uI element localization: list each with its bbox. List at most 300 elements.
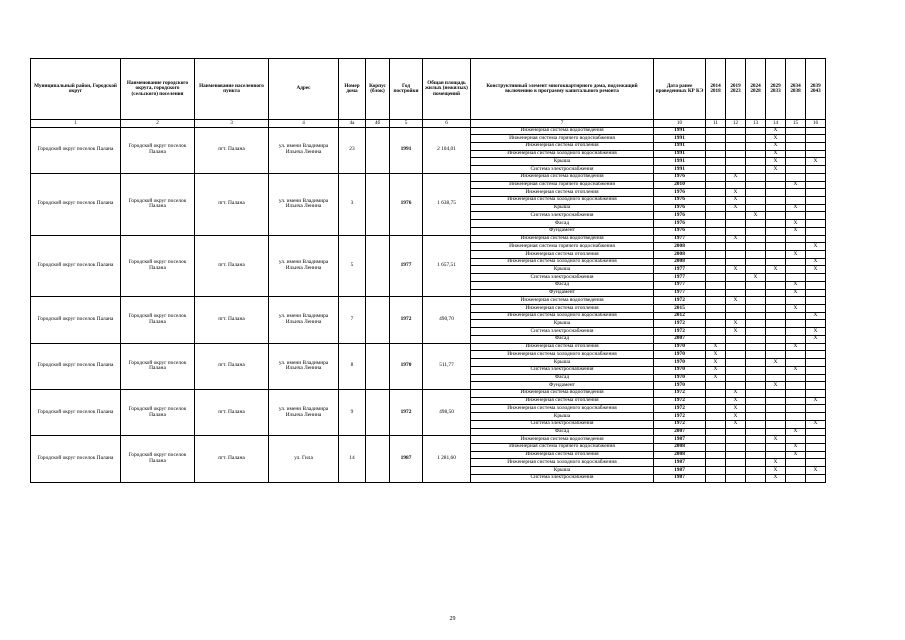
period-mark-cell bbox=[706, 266, 726, 274]
element-date-cell: 1970 bbox=[654, 374, 706, 382]
period-mark-cell bbox=[806, 212, 826, 220]
block-cell bbox=[366, 173, 390, 235]
street-cell: ул. имени Владимира Ильича Ленина bbox=[269, 127, 339, 173]
period-mark-cell: X bbox=[806, 335, 826, 343]
period-mark-cell: X bbox=[726, 266, 746, 274]
element-name-cell: Крыша bbox=[471, 359, 654, 367]
element-date-cell: 1977 bbox=[654, 235, 706, 243]
period-mark-cell: X bbox=[806, 258, 826, 266]
period-mark-cell bbox=[786, 266, 806, 274]
period-mark-cell bbox=[786, 474, 806, 482]
table-row bbox=[31, 127, 826, 135]
period-mark-cell: X bbox=[766, 166, 786, 174]
period-mark-cell bbox=[706, 142, 726, 150]
period-mark-cell bbox=[786, 297, 806, 305]
element-name-cell: Инженерная система водоотведения bbox=[471, 235, 654, 243]
period-mark-cell bbox=[786, 397, 806, 405]
period-mark-cell: X bbox=[766, 150, 786, 158]
period-mark-cell bbox=[706, 258, 726, 266]
block-cell bbox=[366, 343, 390, 389]
period-mark-cell bbox=[746, 451, 766, 459]
element-name-cell: Система электроснабжения bbox=[471, 274, 654, 282]
period-mark-cell bbox=[706, 297, 726, 305]
period-mark-cell bbox=[746, 150, 766, 158]
period-mark-cell: X bbox=[766, 266, 786, 274]
period-mark-cell bbox=[706, 436, 726, 444]
period-mark-cell bbox=[726, 443, 746, 451]
period-mark-cell bbox=[706, 413, 726, 421]
element-name-cell: Инженерная система водоотведения bbox=[471, 173, 654, 181]
element-date-cell: 2015 bbox=[654, 305, 706, 313]
element-name-cell: Инженерная система холодного водоснабжения bbox=[471, 258, 654, 266]
column-index: 7 bbox=[471, 120, 654, 128]
period-mark-cell bbox=[806, 189, 826, 197]
period-mark-cell bbox=[806, 227, 826, 235]
period-mark-cell bbox=[806, 320, 826, 328]
period-mark-cell bbox=[746, 397, 766, 405]
period-mark-cell bbox=[726, 227, 746, 235]
locality-cell: пгт. Палана bbox=[195, 436, 269, 482]
period-mark-cell bbox=[746, 420, 766, 428]
element-name-cell: Крыша bbox=[471, 467, 654, 475]
period-mark-cell bbox=[786, 382, 806, 390]
period-mark-cell bbox=[706, 428, 726, 436]
element-name-cell: Инженерная система холодного водоснабжения bbox=[471, 196, 654, 204]
period-mark-cell bbox=[806, 235, 826, 243]
period-mark-cell bbox=[746, 127, 766, 135]
element-name-cell: Фасад bbox=[471, 428, 654, 436]
period-mark-cell bbox=[726, 243, 746, 251]
street-cell: ул. имени Владимира Ильича Ленина bbox=[269, 173, 339, 235]
period-mark-cell: X bbox=[706, 366, 726, 374]
period-mark-cell bbox=[746, 142, 766, 150]
period-mark-cell bbox=[746, 181, 766, 189]
period-mark-cell bbox=[706, 312, 726, 320]
block-cell bbox=[366, 389, 390, 435]
period-mark-cell bbox=[726, 127, 746, 135]
period-mark-cell bbox=[706, 204, 726, 212]
element-date-cell: 1970 bbox=[654, 359, 706, 367]
period-mark-cell bbox=[706, 328, 726, 336]
street-cell: ул. имени Владимира Ильича Ленина bbox=[269, 297, 339, 343]
period-mark-cell: X bbox=[806, 158, 826, 166]
element-date-cell: 1991 bbox=[654, 150, 706, 158]
element-name-cell: Фасад bbox=[471, 281, 654, 289]
period-mark-cell: X bbox=[706, 343, 726, 351]
element-name-cell: Инженерная система горячего водоснабжения bbox=[471, 181, 654, 189]
period-mark-cell bbox=[786, 189, 806, 197]
period-mark-cell bbox=[726, 158, 746, 166]
period-mark-cell bbox=[706, 243, 726, 251]
element-date-cell: 2008 bbox=[654, 443, 706, 451]
period-mark-cell bbox=[746, 204, 766, 212]
period-mark-cell bbox=[806, 281, 826, 289]
element-date-cell: 1972 bbox=[654, 397, 706, 405]
period-mark-cell: X bbox=[766, 459, 786, 467]
period-mark-cell bbox=[766, 212, 786, 220]
period-mark-cell bbox=[706, 235, 726, 243]
table-row bbox=[31, 436, 826, 444]
element-date-cell: 1970 bbox=[654, 351, 706, 359]
period-mark-cell: X bbox=[766, 142, 786, 150]
period-mark-cell bbox=[746, 343, 766, 351]
element-name-cell: Фундамент bbox=[471, 289, 654, 297]
period-mark-cell bbox=[806, 142, 826, 150]
column-index: 6 bbox=[423, 120, 471, 128]
locality-cell: пгт. Палана bbox=[195, 235, 269, 297]
period-mark-cell bbox=[726, 212, 746, 220]
period-mark-cell bbox=[766, 451, 786, 459]
period-mark-cell: X bbox=[726, 397, 746, 405]
period-mark-cell bbox=[806, 181, 826, 189]
element-date-cell: 1976 bbox=[654, 227, 706, 235]
period-mark-cell bbox=[746, 413, 766, 421]
period-mark-cell bbox=[746, 158, 766, 166]
element-date-cell: 1976 bbox=[654, 212, 706, 220]
period-mark-cell bbox=[706, 459, 726, 467]
period-mark-cell bbox=[746, 366, 766, 374]
settlement-cell: Городской округ поселок Палана bbox=[121, 235, 195, 297]
block-cell bbox=[366, 235, 390, 297]
period-mark-cell bbox=[726, 150, 746, 158]
district-cell: Городской округ поселок Палана bbox=[31, 235, 121, 297]
element-date-cell: 2010 bbox=[654, 181, 706, 189]
street-cell: ул. имени Владимира Ильича Ленина bbox=[269, 389, 339, 435]
period-mark-cell bbox=[706, 289, 726, 297]
period-mark-cell bbox=[806, 443, 826, 451]
period-mark-cell: X bbox=[726, 420, 746, 428]
period-mark-cell: X bbox=[806, 420, 826, 428]
period-mark-cell bbox=[766, 251, 786, 259]
period-mark-cell: X bbox=[706, 359, 726, 367]
period-mark-cell bbox=[806, 389, 826, 397]
element-name-cell: Инженерная система холодного водоснабжения bbox=[471, 150, 654, 158]
block-cell bbox=[366, 436, 390, 482]
period-mark-cell bbox=[806, 459, 826, 467]
table-row bbox=[31, 235, 826, 243]
column-index: 13 bbox=[746, 120, 766, 128]
table-row bbox=[31, 173, 826, 181]
period-mark-cell bbox=[786, 258, 806, 266]
element-name-cell: Инженерная система отопления bbox=[471, 397, 654, 405]
period-mark-cell: X bbox=[806, 328, 826, 336]
period-mark-cell bbox=[726, 142, 746, 150]
period-mark-cell bbox=[706, 305, 726, 313]
header-area: Общая площадь жилых (нежилых) помещений bbox=[423, 59, 471, 120]
period-mark-cell bbox=[706, 173, 726, 181]
element-name-cell: Инженерная система отопления bbox=[471, 251, 654, 259]
locality-cell: пгт. Палана bbox=[195, 343, 269, 389]
period-mark-cell bbox=[746, 243, 766, 251]
element-date-cell: 2007 bbox=[654, 335, 706, 343]
period-mark-cell bbox=[786, 142, 806, 150]
street-cell: ул. Гила bbox=[269, 436, 339, 482]
header-period-2019-2023: 2019 2023 bbox=[726, 59, 746, 120]
period-mark-cell bbox=[786, 436, 806, 444]
element-date-cell: 2012 bbox=[654, 312, 706, 320]
period-mark-cell bbox=[726, 166, 746, 174]
element-name-cell: Система электроснабжения bbox=[471, 366, 654, 374]
period-mark-cell bbox=[806, 366, 826, 374]
period-mark-cell bbox=[766, 281, 786, 289]
period-mark-cell bbox=[786, 127, 806, 135]
element-name-cell: Фундамент bbox=[471, 382, 654, 390]
district-cell: Городской округ поселок Палана bbox=[31, 297, 121, 343]
period-mark-cell bbox=[746, 297, 766, 305]
period-mark-cell: X bbox=[786, 443, 806, 451]
column-index: 14 bbox=[766, 120, 786, 128]
period-mark-cell bbox=[766, 220, 786, 228]
area-cell: 1 638,75 bbox=[423, 173, 471, 235]
house-number-cell: 23 bbox=[339, 127, 366, 173]
period-mark-cell bbox=[706, 397, 726, 405]
period-mark-cell bbox=[746, 235, 766, 243]
element-date-cell: 1987 bbox=[654, 436, 706, 444]
period-mark-cell bbox=[726, 351, 746, 359]
period-mark-cell: X bbox=[726, 196, 746, 204]
period-mark-cell bbox=[726, 428, 746, 436]
settlement-cell: Городской округ поселок Палана bbox=[121, 297, 195, 343]
period-mark-cell bbox=[746, 266, 766, 274]
element-date-cell: 1991 bbox=[654, 166, 706, 174]
period-mark-cell bbox=[726, 258, 746, 266]
period-mark-cell bbox=[786, 413, 806, 421]
element-name-cell: Система электроснабжения bbox=[471, 474, 654, 482]
period-mark-cell: X bbox=[706, 374, 726, 382]
period-mark-cell bbox=[726, 312, 746, 320]
element-date-cell: 1977 bbox=[654, 281, 706, 289]
period-mark-cell bbox=[786, 212, 806, 220]
period-mark-cell bbox=[746, 405, 766, 413]
period-mark-cell bbox=[766, 397, 786, 405]
period-mark-cell bbox=[766, 351, 786, 359]
page-number: 29 bbox=[449, 616, 456, 622]
period-mark-cell bbox=[786, 420, 806, 428]
element-name-cell: Фундамент bbox=[471, 227, 654, 235]
element-name-cell: Инженерная система водоотведения bbox=[471, 297, 654, 305]
column-index: 2 bbox=[121, 120, 195, 128]
element-date-cell: 2007 bbox=[654, 428, 706, 436]
element-date-cell: 1972 bbox=[654, 389, 706, 397]
element-date-cell: 1977 bbox=[654, 266, 706, 274]
settlement-cell: Городской округ поселок Палана bbox=[121, 389, 195, 435]
element-date-cell: 1987 bbox=[654, 467, 706, 475]
period-mark-cell: X bbox=[786, 220, 806, 228]
period-mark-cell bbox=[786, 196, 806, 204]
period-mark-cell bbox=[766, 204, 786, 212]
period-mark-cell bbox=[746, 251, 766, 259]
period-mark-cell bbox=[746, 436, 766, 444]
element-name-cell: Крыша bbox=[471, 413, 654, 421]
element-name-cell: Фасад bbox=[471, 220, 654, 228]
period-mark-cell bbox=[806, 251, 826, 259]
locality-cell: пгт. Палана bbox=[195, 173, 269, 235]
period-mark-cell bbox=[726, 274, 746, 282]
period-mark-cell bbox=[726, 451, 746, 459]
period-mark-cell bbox=[706, 474, 726, 482]
element-date-cell: 1970 bbox=[654, 366, 706, 374]
period-mark-cell: X bbox=[786, 428, 806, 436]
period-mark-cell bbox=[806, 351, 826, 359]
period-mark-cell: X bbox=[806, 467, 826, 475]
period-mark-cell: X bbox=[786, 181, 806, 189]
period-mark-cell: X bbox=[726, 204, 746, 212]
element-name-cell: Система электроснабжения bbox=[471, 328, 654, 336]
column-index: 3 bbox=[195, 120, 269, 128]
period-mark-cell bbox=[806, 343, 826, 351]
element-name-cell: Инженерная система отопления bbox=[471, 142, 654, 150]
period-mark-cell bbox=[746, 189, 766, 197]
period-mark-cell: X bbox=[766, 436, 786, 444]
period-mark-cell: X bbox=[786, 281, 806, 289]
area-cell: 1 281,60 bbox=[423, 436, 471, 482]
period-mark-cell: X bbox=[786, 251, 806, 259]
period-mark-cell bbox=[806, 274, 826, 282]
element-name-cell: Инженерная система горячего водоснабжения bbox=[471, 135, 654, 143]
block-cell bbox=[366, 127, 390, 173]
period-mark-cell bbox=[746, 389, 766, 397]
settlement-cell: Городской округ поселок Палана bbox=[121, 436, 195, 482]
period-mark-cell: X bbox=[766, 158, 786, 166]
header-period-2029-2033: 2029 2033 bbox=[766, 59, 786, 120]
period-mark-cell bbox=[806, 413, 826, 421]
period-mark-cell bbox=[766, 335, 786, 343]
period-mark-cell bbox=[706, 335, 726, 343]
period-mark-cell bbox=[706, 405, 726, 413]
period-mark-cell bbox=[746, 328, 766, 336]
period-mark-cell bbox=[786, 405, 806, 413]
period-mark-cell bbox=[706, 189, 726, 197]
period-mark-cell bbox=[746, 166, 766, 174]
header-build-year: Год постройки bbox=[390, 59, 423, 120]
period-mark-cell bbox=[746, 135, 766, 143]
period-mark-cell bbox=[786, 274, 806, 282]
period-mark-cell bbox=[806, 374, 826, 382]
element-date-cell: 1972 bbox=[654, 320, 706, 328]
period-mark-cell: X bbox=[766, 474, 786, 482]
period-mark-cell bbox=[706, 212, 726, 220]
period-mark-cell bbox=[746, 281, 766, 289]
period-mark-cell bbox=[706, 274, 726, 282]
period-mark-cell: X bbox=[786, 366, 806, 374]
element-date-cell: 1976 bbox=[654, 196, 706, 204]
element-name-cell: Крыша bbox=[471, 266, 654, 274]
settlement-cell: Городской округ поселок Палана bbox=[121, 173, 195, 235]
house-number-cell: 3 bbox=[339, 173, 366, 235]
period-mark-cell bbox=[726, 359, 746, 367]
header-period-2024-2028: 2024 2028 bbox=[746, 59, 766, 120]
period-mark-cell bbox=[706, 181, 726, 189]
period-mark-cell bbox=[706, 251, 726, 259]
period-mark-cell: X bbox=[806, 266, 826, 274]
element-name-cell: Инженерная система холодного водоснабжения bbox=[471, 312, 654, 320]
element-name-cell: Крыша bbox=[471, 158, 654, 166]
period-mark-cell: X bbox=[766, 135, 786, 143]
column-index: 12 bbox=[726, 120, 746, 128]
header-period-2039-2043: 2039 2043 bbox=[806, 59, 826, 120]
column-index: 16 bbox=[806, 120, 826, 128]
build-year-cell: 1987 bbox=[390, 436, 423, 482]
period-mark-cell bbox=[706, 451, 726, 459]
period-mark-cell bbox=[766, 227, 786, 235]
header-previous-repair-date: Дата ранее проведенных КР КЭ bbox=[654, 59, 706, 120]
period-mark-cell bbox=[766, 189, 786, 197]
period-mark-cell: X bbox=[726, 297, 746, 305]
period-mark-cell bbox=[766, 274, 786, 282]
element-date-cell: 1972 bbox=[654, 405, 706, 413]
house-number-cell: 7 bbox=[339, 297, 366, 343]
period-mark-cell: X bbox=[726, 389, 746, 397]
period-mark-cell bbox=[766, 173, 786, 181]
element-date-cell: 1976 bbox=[654, 189, 706, 197]
element-date-cell: 1976 bbox=[654, 173, 706, 181]
period-mark-cell bbox=[786, 150, 806, 158]
period-mark-cell bbox=[786, 235, 806, 243]
element-name-cell: Система электроснабжения bbox=[471, 420, 654, 428]
period-mark-cell bbox=[786, 359, 806, 367]
element-date-cell: 1976 bbox=[654, 220, 706, 228]
district-cell: Городской округ поселок Палана bbox=[31, 173, 121, 235]
repair-program-table bbox=[30, 58, 826, 483]
period-mark-cell bbox=[766, 328, 786, 336]
period-mark-cell bbox=[766, 443, 786, 451]
period-mark-cell bbox=[726, 335, 746, 343]
element-date-cell: 1976 bbox=[654, 204, 706, 212]
element-name-cell: Система электроснабжения bbox=[471, 166, 654, 174]
element-name-cell: Инженерная система отопления bbox=[471, 343, 654, 351]
element-date-cell: 1987 bbox=[654, 474, 706, 482]
period-mark-cell bbox=[746, 220, 766, 228]
element-date-cell: 1977 bbox=[654, 289, 706, 297]
settlement-cell: Городской округ поселок Палана bbox=[121, 343, 195, 389]
period-mark-cell bbox=[806, 150, 826, 158]
period-mark-cell bbox=[706, 281, 726, 289]
column-index: 11 bbox=[706, 120, 726, 128]
element-name-cell: Крыша bbox=[471, 320, 654, 328]
period-mark-cell bbox=[766, 297, 786, 305]
period-mark-cell bbox=[746, 474, 766, 482]
period-mark-cell bbox=[726, 459, 746, 467]
period-mark-cell bbox=[806, 135, 826, 143]
period-mark-cell bbox=[786, 328, 806, 336]
period-mark-cell bbox=[706, 420, 726, 428]
element-date-cell: 1972 bbox=[654, 297, 706, 305]
period-mark-cell: X bbox=[786, 343, 806, 351]
element-name-cell: Крыша bbox=[471, 204, 654, 212]
period-mark-cell: X bbox=[806, 312, 826, 320]
period-mark-cell bbox=[766, 389, 786, 397]
period-mark-cell bbox=[726, 251, 746, 259]
period-mark-cell bbox=[766, 235, 786, 243]
period-mark-cell bbox=[746, 312, 766, 320]
build-year-cell: 1972 bbox=[390, 389, 423, 435]
element-date-cell: 1972 bbox=[654, 413, 706, 421]
period-mark-cell bbox=[766, 343, 786, 351]
period-mark-cell bbox=[806, 382, 826, 390]
period-mark-cell bbox=[746, 374, 766, 382]
period-mark-cell bbox=[746, 289, 766, 297]
period-mark-cell: X bbox=[806, 243, 826, 251]
period-mark-cell bbox=[746, 443, 766, 451]
header-address: Адрес bbox=[269, 59, 339, 120]
element-date-cell: 1991 bbox=[654, 135, 706, 143]
element-name-cell: Инженерная система холодного водоснабжения bbox=[471, 351, 654, 359]
element-date-cell: 1972 bbox=[654, 420, 706, 428]
period-mark-cell: X bbox=[706, 351, 726, 359]
locality-cell: пгт. Палана bbox=[195, 389, 269, 435]
period-mark-cell: X bbox=[786, 451, 806, 459]
period-mark-cell bbox=[766, 320, 786, 328]
